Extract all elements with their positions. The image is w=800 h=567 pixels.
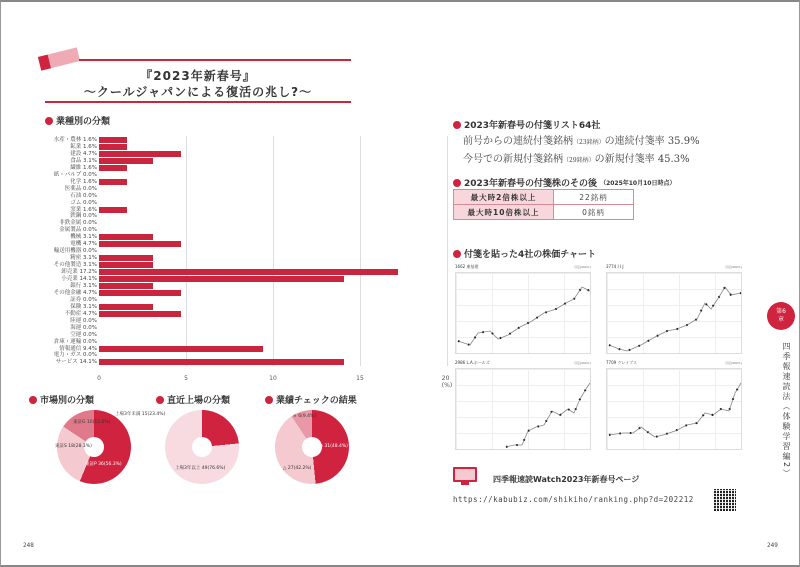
after-heading-label: 2023年新春号の付箋株のその後	[464, 179, 598, 189]
new-rate: の新規付箋率 45.3%	[594, 154, 690, 165]
bar-label: 化学 1.6%	[70, 178, 97, 185]
bar-label: 証券 0.0%	[70, 296, 97, 303]
charts-heading-label: 付箋を貼った4社の株価チャート	[464, 250, 596, 260]
grid-line	[447, 136, 448, 366]
page-number-left: 248	[23, 542, 34, 549]
new-count: （29銘柄）	[563, 157, 595, 164]
bullet-icon	[453, 250, 461, 258]
stock-chart-tag: 月足(2023-)	[724, 265, 742, 269]
bullet-icon	[453, 179, 461, 187]
market-pie-chart	[57, 410, 147, 490]
stock-chart-tag: 月足(2023-)	[724, 361, 742, 365]
table-row	[454, 190, 634, 205]
industry-bar-chart	[1, 136, 401, 386]
chapter-badge-line2: 章	[777, 316, 784, 323]
bullet-icon	[265, 396, 273, 404]
title-rule-bottom	[45, 101, 351, 103]
axis-tick-label: 0	[97, 375, 101, 382]
performance-pie-chart	[275, 410, 365, 490]
page-title	[45, 68, 351, 100]
table-key: 最大時2倍株以上	[454, 190, 554, 205]
pie-label-circle: ○ 31(48.4%)	[319, 444, 348, 449]
continuous-count: （23銘柄）	[573, 139, 605, 146]
stock-chart	[604, 264, 754, 364]
market-section-label: 市場別の分類	[40, 396, 95, 406]
performance-section-heading	[265, 393, 357, 406]
stock-chart-title: 3774 I I J	[606, 264, 624, 269]
bar-label: 金属製品 0.0%	[59, 227, 97, 234]
bar-label: その他金融 4.7%	[53, 289, 97, 296]
bar-label: 電力・ガス 0.0%	[53, 352, 97, 359]
stock-chart-title: 2986 L.A.ホールズ	[455, 360, 490, 365]
bar-label: サービス 14.1%	[55, 359, 97, 366]
new-rate-line	[463, 150, 690, 165]
table-value: 0銘柄	[554, 205, 634, 220]
stock-chart-plot	[455, 272, 591, 354]
qr-code-icon	[714, 489, 736, 511]
bar-label: 食品 3.1%	[70, 157, 97, 164]
pie-label-under3: 上場3年未満 15(23.4%)	[115, 412, 166, 417]
bar-label: 小売業 14.1%	[61, 276, 97, 282]
table-row	[454, 205, 634, 220]
table-key: 最大時10倍株以上	[454, 205, 554, 220]
results-table	[453, 189, 634, 220]
bar-label: 水産・農林 1.6%	[53, 137, 97, 143]
bar-label: 不動産 4.7%	[64, 310, 97, 317]
industry-section-label: 業種別の分類	[56, 117, 111, 127]
bullet-icon	[29, 396, 37, 404]
continuous-label: 前号からの連続付箋銘柄	[463, 136, 573, 147]
bar-label: 医薬品 0.0%	[64, 185, 97, 192]
pie-label-triangle: △ 27(42.2%)	[283, 466, 312, 471]
stock-chart-plot	[606, 272, 742, 354]
continuous-rate: の連続付箋率 35.9%	[604, 136, 700, 147]
bar-label: 繊維 1.6%	[70, 164, 97, 171]
stock-chart-title: 1662 東基建	[455, 264, 479, 269]
listing-pie-chart	[115, 410, 255, 490]
bullet-icon	[45, 117, 53, 125]
after-date: （2025年10月10日時点）	[600, 180, 676, 187]
list-heading-label: 2023年新春号の付箋リスト64社	[464, 121, 601, 131]
bar-label: 非鉄金属 0.0%	[59, 220, 97, 227]
pie-label-g: 東証G 10(15.6%)	[73, 420, 111, 425]
axis-tick-label: 15	[356, 375, 364, 382]
stock-chart	[604, 360, 754, 460]
web-url-link[interactable]: https://kabubiz.com/shikiho/ranking.php?d=202212	[453, 495, 694, 504]
pie-label-p: 東証P 36(56.3%)	[85, 462, 122, 467]
industry-section-heading	[45, 114, 110, 127]
stock-chart-title: 7709 クレイブス	[606, 360, 637, 365]
stock-chart-plot	[606, 368, 742, 450]
bar-label: 銀行 3.1%	[70, 282, 97, 289]
pie-label-over3: 上場3年以上 49(76.6%)	[175, 466, 226, 471]
left-page	[1, 2, 453, 565]
monitor-screen	[453, 467, 477, 482]
page-number-right: 249	[767, 542, 778, 549]
title-rule-top	[79, 59, 351, 61]
web-page-title: 四季報速読Watch2023年新春号ページ	[493, 475, 640, 484]
bar-label: 鉱業 1.6%	[70, 143, 97, 150]
bar-label: 紙・パルプ 0.0%	[53, 171, 97, 178]
bar-row	[1, 358, 401, 366]
bar-label: 石油 0.0%	[70, 192, 97, 199]
stock-chart	[453, 360, 603, 460]
table-value: 22銘柄	[554, 190, 634, 205]
title-line-1: 『2023年新春号』	[140, 69, 256, 83]
bar-label: その他製造 3.1%	[53, 262, 97, 269]
pie-label-cross: × 6(9.4%)	[293, 414, 317, 419]
list-section-heading	[453, 118, 600, 131]
listing-section-heading	[156, 393, 230, 406]
chapter-badge	[767, 302, 795, 330]
bar-label: 卸売業 17.2%	[61, 269, 97, 276]
stock-chart-tag: 月足(2023-)	[573, 265, 591, 269]
continuous-rate-line	[463, 132, 700, 147]
bar-label: 鉄鋼 0.0%	[70, 213, 97, 220]
monitor-stand	[461, 482, 469, 485]
bar-label: 機械 3.1%	[70, 234, 97, 241]
bar-label: 陸運 0.0%	[70, 317, 97, 324]
bar-label: 海運 0.0%	[70, 324, 97, 331]
pie-hole	[192, 437, 212, 457]
bar-label: 空運 0.0%	[70, 331, 97, 338]
chapter-title: 四季報速読法（体験学習編2）	[782, 342, 791, 480]
charts-section-heading	[453, 247, 596, 260]
monitor-icon	[453, 467, 477, 485]
axis-tick-label: 10	[269, 375, 277, 382]
stock-chart-plot	[455, 368, 591, 450]
bar-label: 建設 4.7%	[70, 150, 97, 157]
chapter-badge-line1: 第6	[776, 308, 786, 315]
pie-label-s: 東証S 18(28.1%)	[55, 444, 92, 449]
bullet-icon	[156, 396, 164, 404]
listing-section-label: 直近上場の分類	[167, 396, 231, 406]
bar-label: 電機 4.7%	[70, 241, 97, 248]
after-section-heading	[453, 176, 675, 189]
bar-label: 窯業 1.6%	[70, 206, 97, 213]
bar-label: 輸送用機器 0.0%	[53, 248, 97, 255]
stock-chart	[453, 264, 603, 364]
bar-label: 保険 3.1%	[70, 303, 97, 310]
bar-label: 倉庫・運輸 0.0%	[53, 338, 97, 345]
bar	[99, 359, 344, 365]
bullet-icon	[453, 121, 461, 129]
market-section-heading	[29, 393, 94, 406]
bar-label: 情報通信 9.4%	[59, 345, 97, 352]
stock-chart-tag: 月足(2023-)	[573, 361, 591, 365]
bar-label: ゴム 0.0%	[70, 199, 97, 206]
title-line-2: ～クールジャパンによる復活の兆し?～	[83, 85, 313, 99]
axis-tick-label: 20 (%)	[441, 375, 453, 389]
new-label: 今号での新規付箋銘柄	[463, 154, 563, 165]
performance-section-label: 業績チェックの結果	[276, 396, 357, 406]
bar-label: 精密 3.1%	[70, 255, 97, 262]
axis-tick-label: 5	[184, 375, 188, 382]
